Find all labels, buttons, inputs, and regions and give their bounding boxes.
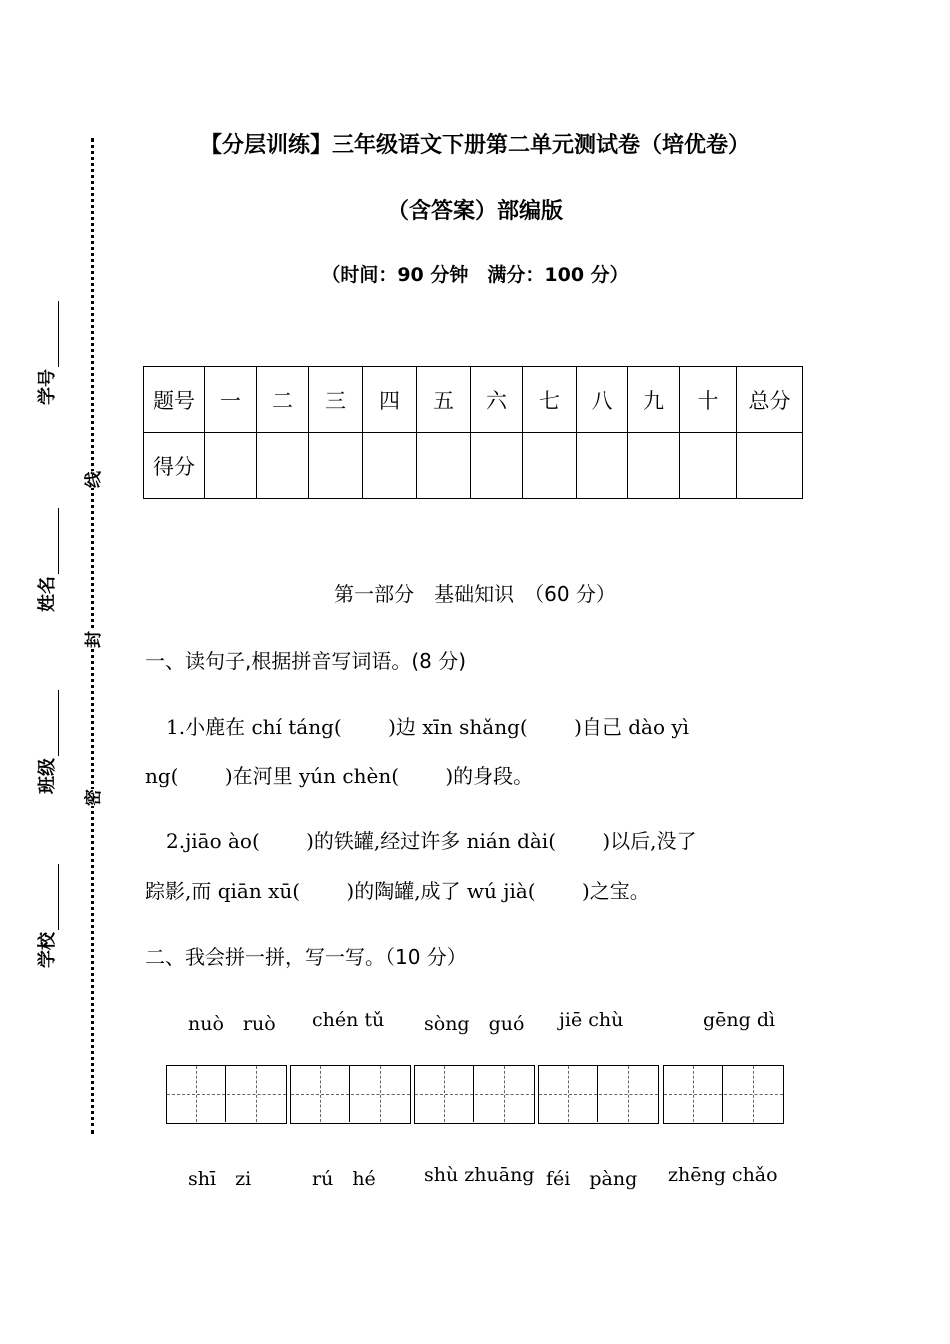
page-title: 【分层训练】三年级语文下册第二单元测试卷（培优卷） [199,133,750,158]
header-cell: 五 [417,367,471,433]
score-table-score-row [144,433,803,499]
header-cell: 六 [471,367,523,433]
pinyin-item: rú hé [312,1168,376,1190]
pinyin-item: zhēng chǎo [668,1164,778,1186]
writing-cell[interactable] [599,1066,658,1122]
score-cell[interactable] [257,433,309,499]
writing-cell[interactable] [227,1066,286,1122]
pinyin-item: féi pàng [546,1168,638,1190]
question-1-sentence-1-line-2: ng( )在河里 yún chèn( )的身段。 [145,764,534,788]
score-cell[interactable] [737,433,803,499]
cut-word-line: 线 [77,471,106,488]
writing-grid-pair[interactable] [663,1065,784,1124]
page-subtitle: （含答案）部编版 [386,199,563,224]
binding-label-name: 姓名 [33,508,59,612]
time-info: （时间：90 分钟 满分：100 分） [321,264,629,286]
question-1-heading: 一、读句子,根据拼音写词语。(8 分) [145,649,467,673]
pinyin-item: sòng guó [424,1013,525,1035]
pinyin-item: jiē chù [559,1009,624,1031]
pinyin-item: gēng dì [703,1009,776,1031]
header-cell: 八 [577,367,628,433]
writing-cell[interactable] [167,1066,226,1122]
writing-grid-pair[interactable] [166,1065,287,1124]
header-cell: 七 [523,367,577,433]
header-cell: 题号 [144,367,205,433]
writing-cell[interactable] [475,1066,534,1122]
score-cell[interactable] [523,433,577,499]
score-row-label: 得分 [144,433,205,499]
score-table-header-row [144,367,803,433]
score-cell[interactable] [205,433,257,499]
score-cell[interactable] [471,433,523,499]
score-cell[interactable] [577,433,628,499]
writing-cell[interactable] [351,1066,410,1122]
cut-word-seal: 封 [77,631,106,648]
header-cell: 四 [363,367,417,433]
writing-cell[interactable] [539,1066,598,1122]
score-cell[interactable] [628,433,680,499]
binding-label-class: 班级 [33,690,59,794]
writing-grid-pair[interactable] [538,1065,659,1124]
writing-cell[interactable] [415,1066,474,1122]
cut-word-secret: 密 [77,789,106,806]
writing-cell[interactable] [291,1066,350,1122]
binding-label-school: 学校 [33,864,59,968]
score-table [143,366,803,499]
binding-label-student-id: 学号 [33,301,59,405]
writing-grid-pair[interactable] [290,1065,411,1124]
header-cell: 一 [205,367,257,433]
part-heading: 第一部分 基础知识 （60 分） [334,582,616,606]
writing-cell[interactable] [724,1066,783,1122]
header-cell: 二 [257,367,309,433]
score-cell[interactable] [363,433,417,499]
header-cell: 三 [309,367,363,433]
score-cell[interactable] [309,433,363,499]
writing-grid-pair[interactable] [414,1065,535,1124]
pinyin-item: shī zi [188,1168,252,1190]
pinyin-item: nuò ruò [188,1013,276,1035]
header-cell: 总分 [737,367,803,433]
score-cell[interactable] [680,433,737,499]
header-cell: 十 [680,367,737,433]
question-1-sentence-2-line-1: 2.jiāo ào( )的铁罐,经过许多 nián dài( )以后,没了 [166,829,697,853]
question-1-sentence-2-line-2: 踪影,而 qiān xū( )的陶罐,成了 wú jià( )之宝。 [145,879,650,903]
question-2-heading: 二、我会拼一拼，写一写。（10 分） [145,945,467,969]
pinyin-item: chén tǔ [312,1009,385,1031]
header-cell: 九 [628,367,680,433]
question-1-sentence-1-line-1: 1.小鹿在 chí táng( )边 xīn shǎng( )自己 dào yì [166,715,690,739]
writing-cell[interactable] [664,1066,723,1122]
pinyin-item: shù zhuāng [424,1164,535,1186]
score-cell[interactable] [417,433,471,499]
